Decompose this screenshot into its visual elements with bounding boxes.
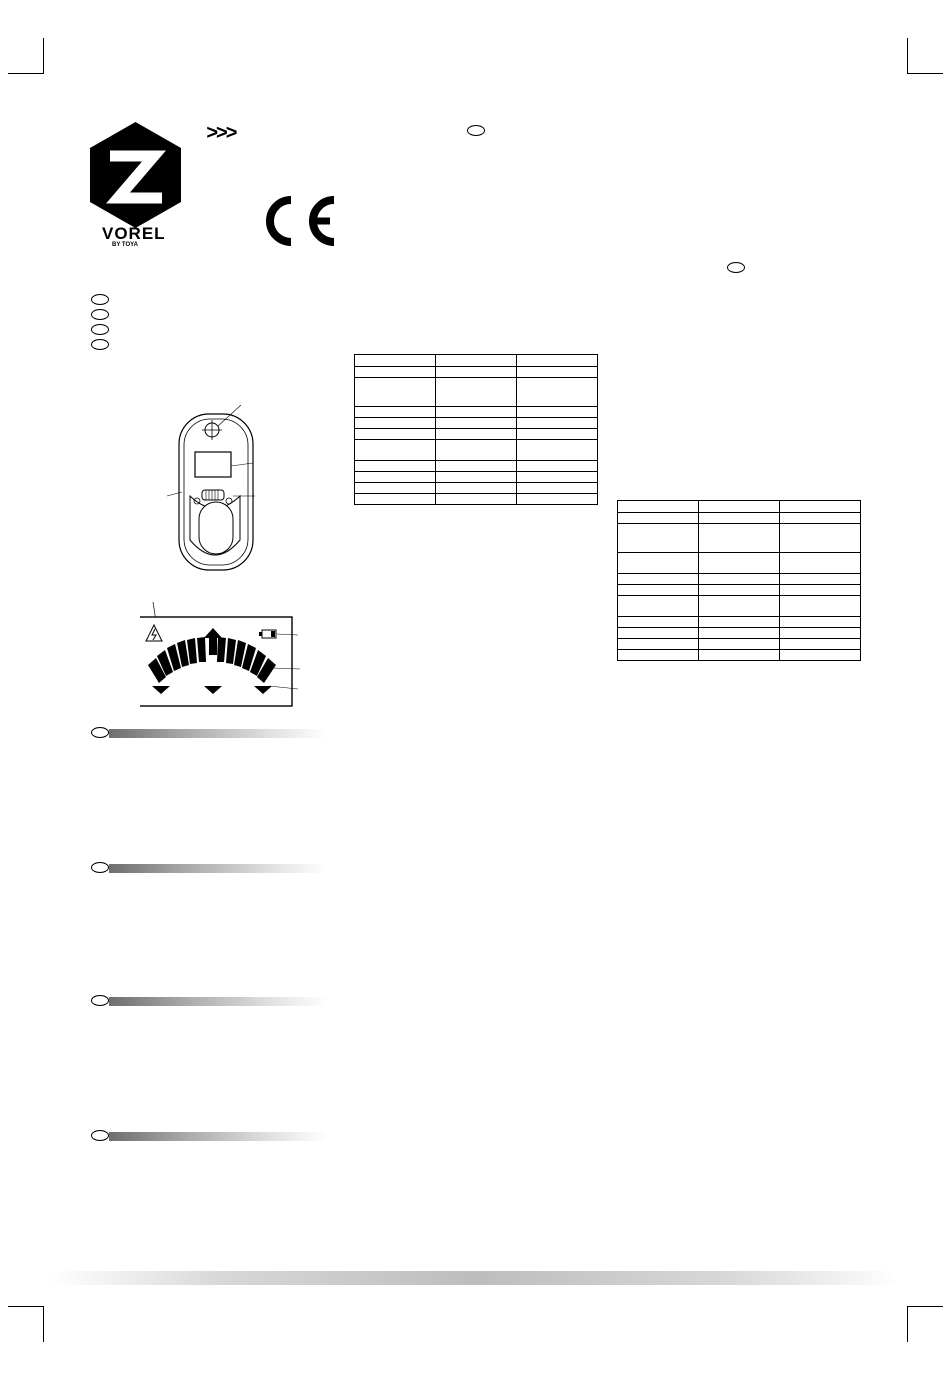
language-marker-list-2 [91, 309, 109, 320]
brand-name: VOREL [102, 224, 166, 243]
table-row [355, 429, 598, 440]
table-row [618, 628, 861, 639]
crop-mark-tr-v [907, 38, 908, 74]
brand-logo [88, 122, 183, 252]
crop-mark-br-v [907, 1306, 908, 1342]
table-row [355, 355, 598, 367]
ce-mark-icon [258, 194, 338, 248]
table-row [618, 513, 861, 524]
device-illustration [165, 400, 265, 575]
table-row [355, 472, 598, 483]
crop-mark-bl-v [43, 1306, 44, 1342]
table-row [618, 639, 861, 650]
spec-table-2 [617, 500, 861, 661]
crop-mark-tr-h [907, 73, 943, 74]
table-row [355, 494, 598, 505]
crop-mark-bl-h [8, 1306, 44, 1307]
table-row [618, 617, 861, 628]
table-row [355, 418, 598, 429]
lcd-display [140, 600, 310, 710]
table-row [618, 501, 861, 513]
section-4-language-marker [91, 1130, 109, 1141]
language-marker-list-3 [91, 324, 109, 335]
section-4-bar [109, 1132, 327, 1141]
table-row [618, 596, 861, 617]
table-row [355, 483, 598, 494]
table-row [618, 585, 861, 596]
table-row [618, 524, 861, 553]
crop-mark-br-h [907, 1306, 943, 1307]
table-row [618, 574, 861, 585]
table-row [355, 461, 598, 472]
table-row [618, 553, 861, 574]
brand-tagline: BY TOYA [112, 242, 138, 248]
device-illustration-icon [165, 400, 265, 575]
language-marker-list-1 [91, 294, 109, 305]
section-3-language-marker [91, 995, 109, 1006]
section-header-4 [91, 1130, 331, 1142]
section-3-bar [109, 997, 327, 1006]
section-1-bar [109, 729, 327, 738]
footer-band [50, 1271, 900, 1285]
lcd-display-icon [140, 600, 310, 710]
crop-mark-tl-v [43, 38, 44, 74]
spec-table-1 [354, 354, 598, 505]
table-row [355, 440, 598, 461]
table-row [355, 378, 598, 407]
section-2-language-marker [91, 862, 109, 873]
hexagon-logo-icon [88, 122, 183, 232]
table-row [618, 650, 861, 661]
section-header-2 [91, 862, 331, 874]
brand-arrows: >>> [206, 122, 236, 144]
language-marker-top [467, 125, 485, 136]
crop-mark-tl-h [8, 73, 44, 74]
battery-icon [259, 630, 276, 638]
table-row [355, 407, 598, 418]
section-header-3 [91, 995, 331, 1007]
table-row [355, 367, 598, 378]
language-marker-list-4 [91, 339, 109, 350]
section-2-bar [109, 864, 327, 873]
section-header-1 [91, 727, 331, 739]
section-1-language-marker [91, 727, 109, 738]
ce-mark [258, 194, 338, 248]
language-marker-right [727, 262, 745, 273]
